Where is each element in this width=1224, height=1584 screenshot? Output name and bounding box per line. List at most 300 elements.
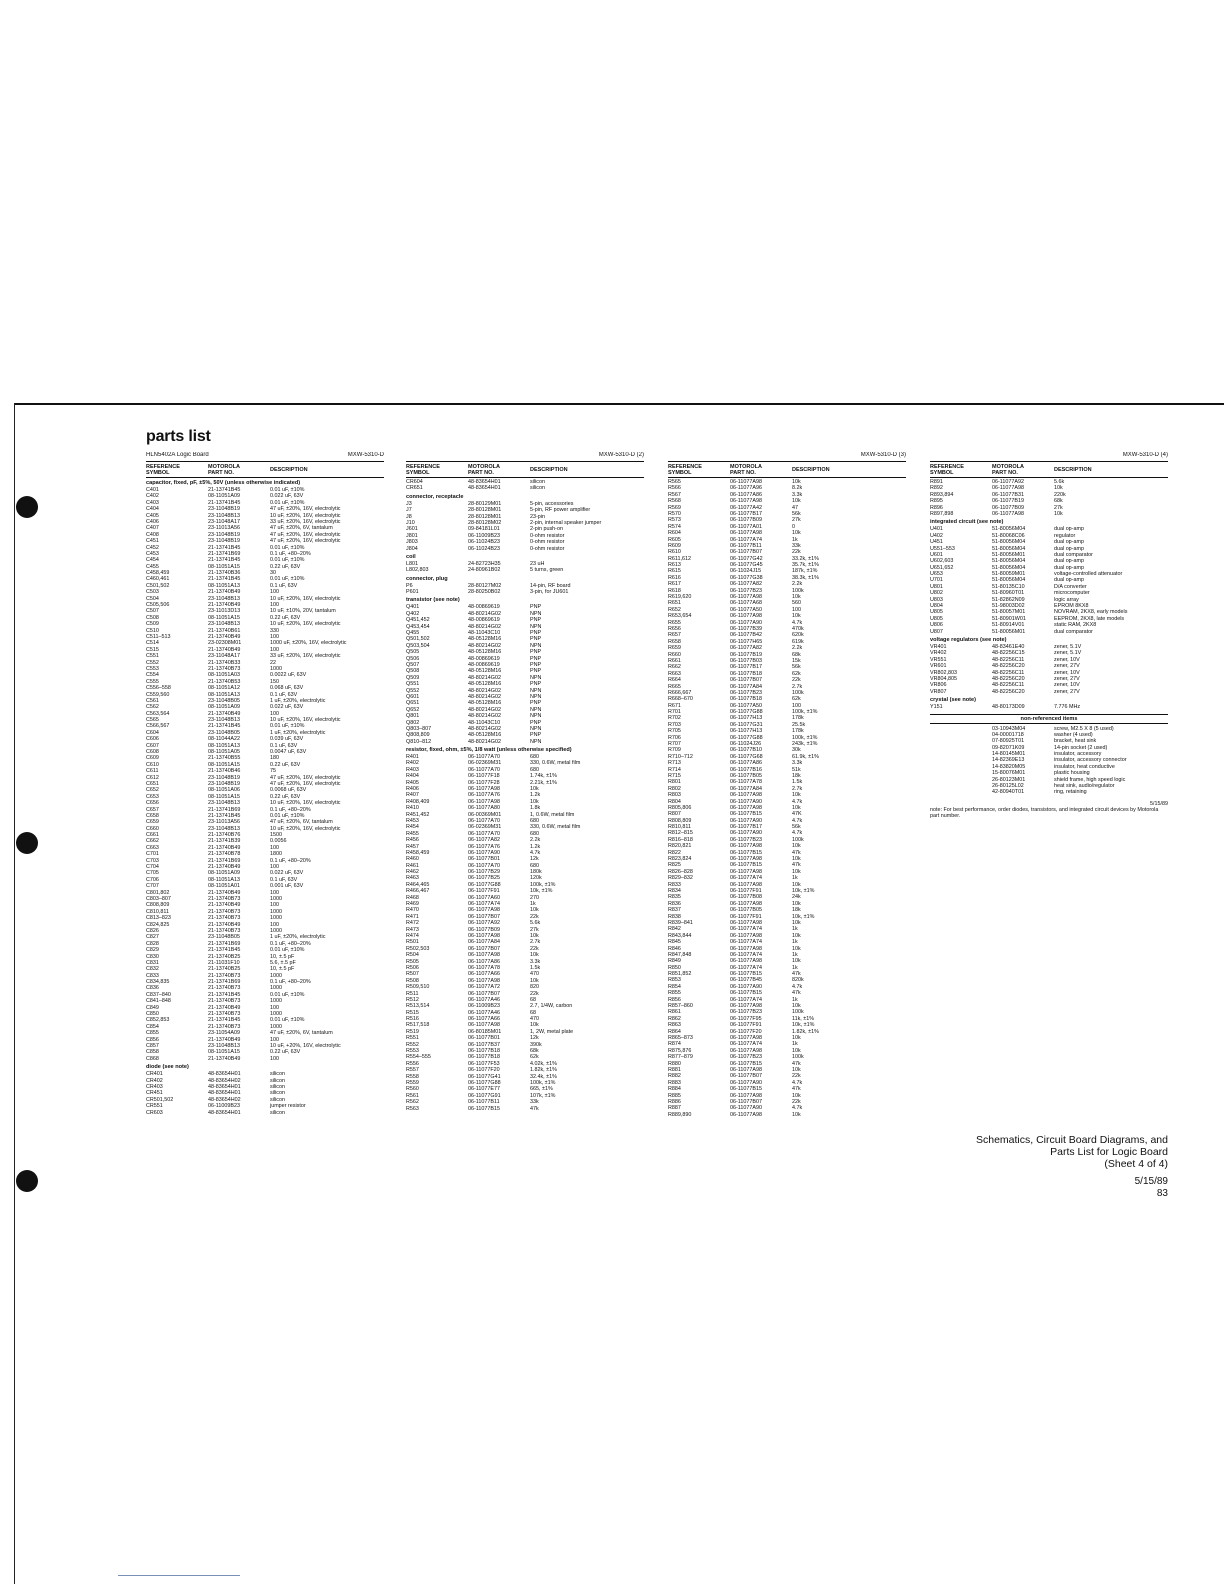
part-description: 4.7k [530,849,541,856]
part-number: 48-83654H02 [208,1077,241,1084]
part-number: 23-11048B19 [208,780,240,787]
ref-symbol: C810,811 [146,908,169,915]
part-description: 0.1 uF, 63V [270,742,298,749]
part-description: 100k [792,587,804,594]
part-number: 06-11077A98 [730,868,762,875]
board-name: HLN5402A Logic Board [146,452,209,458]
part-number: 06-11077B11 [468,1099,500,1106]
section-title: voltage regulators (see note) [930,636,1007,643]
part-number: 48-83654H01 [208,1090,241,1097]
ref-symbol: C829 [146,947,159,954]
part-number: 06-11077A98 [730,900,762,907]
ref-symbol: R407 [406,792,419,799]
part-number: 06-11077A98 [730,1111,762,1118]
part-description: 0-ohm resistor [530,532,565,539]
part-description: 1.82k, ±1% [792,1028,819,1035]
part-description: 1 uF, ±20%, electrolytic [270,729,326,736]
ref-symbol: R502,503 [406,945,430,952]
ref-symbol: R895 [930,498,943,505]
part-description: 11k, ±1% [792,1015,815,1022]
part-number: 28-80128M02 [468,519,502,526]
ref-symbol: R886 [668,1098,681,1105]
ref-symbol: J7 [406,507,412,514]
part-number: 06-11077B15 [730,862,762,869]
ref-symbol: R508 [406,977,419,984]
part-number: 06-11077B17 [730,824,762,831]
part-description: D/A converter [1054,583,1087,590]
part-number: 06-11077A98 [730,1066,762,1073]
part-number: 08-11051A15 [208,761,240,768]
part-description: 10 uF, ±20%, 16V, electrolytic [270,717,341,724]
parts-row [406,485,644,491]
part-number: 06-11077B23 [730,587,762,594]
part-description: 1000 [270,665,282,672]
parts-row [406,1106,644,1112]
ref-symbol: C609 [146,755,159,762]
part-number: 06-11077A74 [468,901,500,908]
ref-symbol: J10 [406,519,415,526]
ref-symbol: R889,890 [668,1111,692,1118]
part-description: insulator, accessory [1054,751,1102,758]
ref-symbol: VR401 [930,643,947,650]
ref-symbol: U803 [930,596,943,603]
part-number: 08-11051A15 [208,1049,240,1056]
ref-symbol: CR403 [146,1083,163,1090]
ref-symbol: C511–513 [146,633,171,640]
part-number: 51-80068C06 [992,532,1025,539]
part-number: 06-11077G88 [468,1079,501,1086]
ref-symbol: C553 [146,665,159,672]
part-number: 06-80185M01 [468,1028,502,1035]
ref-symbol: R406 [406,786,419,793]
part-number: 08-11051A03 [208,672,240,679]
part-description: 180 [270,755,279,762]
part-description: 680 [530,817,539,824]
part-description: dual op-amp [1054,539,1084,546]
parts-column [406,452,644,1552]
part-number: 23-11054A09 [208,1030,240,1037]
part-number: 06-11077A76 [468,843,500,850]
part-number: 06-11077B07 [468,913,500,920]
part-number: 21-13741B45 [208,544,241,551]
part-description: 100k, ±1% [530,881,556,888]
ref-symbol: R833 [668,881,681,888]
ref-symbol: R801 [668,779,681,786]
part-description: 0.01 uF, ±10% [270,812,305,819]
part-number: 06-11077A98 [730,843,762,850]
column-header [406,452,644,462]
part-description: 27k [530,926,539,933]
part-number: 51-98003D02 [992,603,1025,610]
part-number: 48-83654H01 [208,1083,241,1090]
ref-symbol: R810,811 [668,824,691,831]
part-description: 10k, ±1% [530,888,553,895]
part-description: 330, 0.6W, metal film [530,824,581,831]
part-description: 1.2k [530,843,541,850]
part-number: 24-82723H35 [468,560,501,567]
part-number: 08-11051A13 [208,582,240,589]
ref-symbol: C566,567 [146,723,170,730]
ref-symbol: C606 [146,736,159,743]
ref-symbol: R616 [668,574,681,581]
part-description: 47 uF, ±20%, 16V, electrolytic [270,538,341,545]
ref-symbol: R896 [930,504,943,511]
part-description: 0.01 uF, ±10% [270,991,305,998]
part-number: 06-11077F20 [730,1028,762,1035]
sheet-code: MXW-5310-D [347,452,384,458]
parts-column [668,452,906,1552]
ref-symbol: Q402 [406,610,420,617]
ref-symbol: R839–841 [668,919,693,926]
ref-symbol: CR651 [406,485,423,492]
ref-symbol: C832 [146,966,159,973]
part-number: 06-11077A98 [730,1003,762,1010]
ref-symbol: C824,825 [146,921,170,928]
part-number: 23-11048B13 [208,621,240,628]
part-number: 21-13740B76 [208,832,241,839]
ref-symbol: R829–832 [668,875,693,882]
part-description: PNP [530,630,542,637]
part-description: 14-pin, RF board [530,582,571,589]
ref-symbol: C660 [146,825,159,832]
part-number: 06-11077A98 [730,856,762,863]
part-description: 4.7k [792,798,803,805]
part-number: 08-11051A12 [208,685,240,692]
part-number: 06-11077A42 [730,504,762,511]
part-description: 10k [792,498,801,505]
part-number: 06-11077A90 [730,1105,762,1112]
ref-symbol: R401 [406,754,419,761]
part-description: 1k [530,901,536,908]
part-number: 48-83461E40 [992,643,1025,650]
ref-symbol: R837 [668,907,681,914]
ref-symbol: R558 [406,1073,419,1080]
ref-symbol: R559 [406,1079,419,1086]
part-description: 5.6k [530,920,541,927]
part-number: 21-13741B69 [208,550,241,557]
part-description: 47k [792,1086,801,1093]
part-number: 06-11077A98 [730,1092,762,1099]
ref-symbol: Q505 [406,649,420,656]
part-description: 10k [1054,485,1063,492]
part-number: 06-11077A84 [730,785,762,792]
ref-symbol: C454 [146,557,159,564]
part-number: 26-80123M01 [992,776,1026,783]
part-number: 06-11024B23 [468,539,500,546]
ref-symbol: C559,560 [146,691,170,698]
part-number: 06-11077B15 [730,849,762,856]
part-number: 06-11077A92 [992,479,1024,485]
part-description: 22k [792,1073,801,1080]
ref-symbol: R469 [406,901,419,908]
part-number: 51-80056M01 [992,628,1026,635]
ref-symbol: R661 [668,657,681,664]
part-number: 21-13741B69 [208,979,241,986]
part-number: 06-11077B17 [730,664,762,671]
ref-symbol: C508 [146,614,159,621]
part-number: 06-11077A60 [468,894,500,901]
ref-symbol: C707 [146,883,159,890]
section-title: capacitor, fixed, pF, ±5%, 50V (unless otherwise indicated) [146,480,301,486]
part-description: 100 [270,902,279,909]
part-description: logic array [1054,596,1079,603]
part-number: 21-13740B49 [208,902,241,909]
ref-symbol: C515 [146,646,159,653]
part-number: 21-13741B69 [208,857,241,864]
part-description: 22k [792,677,801,684]
part-description: PNP [530,649,542,656]
part-number: 04-00001718 [992,731,1024,738]
part-number: 48-05128M16 [468,700,502,707]
ref-symbol: R663 [668,670,681,677]
ref-symbol: U802 [930,590,943,597]
part-description: 68k [1054,498,1063,505]
part-number: 08-11051A13 [208,691,240,698]
part-description: 0.01 uF, ±10% [270,544,305,551]
sheet-caption [940,1134,1168,1170]
ref-symbol: R713 [668,760,681,767]
ref-symbol: R880 [668,1060,681,1067]
part-number: 06-11077B31 [992,491,1024,498]
part-number: 06-11077B07 [730,1073,762,1080]
part-description: NPN [530,674,542,681]
part-description: 10k [792,856,801,863]
part-number: 48-80214G02 [468,642,501,649]
ref-symbol: R702 [668,715,681,722]
ref-symbol: R834 [668,888,681,894]
part-description: 22 [270,659,276,666]
part-description: 0.1 uF, +80–20% [270,806,311,813]
part-description: 7.776 MHz [1054,704,1081,711]
part-number: 48-80173D09 [992,704,1025,711]
part-description: 0.01 uF, ±10% [270,487,305,493]
part-number: 06-11077G91 [468,1092,501,1099]
part-description: 100 [270,633,279,640]
ref-symbol: R457 [406,843,419,850]
part-number: 06-11077B23 [730,836,762,843]
ref-symbol: C858 [146,1049,159,1056]
ref-symbol: C554 [146,672,159,679]
part-number: 06-11077G88 [730,709,763,716]
ref-symbol: R461 [406,862,419,869]
part-number: 23-11048B13 [208,512,240,519]
part-number: 51-80056M04 [992,526,1026,533]
part-description: 10k [530,952,539,959]
part-number: 23-11048B13 [208,1042,240,1049]
ref-symbol: R556 [406,1060,419,1067]
part-description: PNP [530,655,542,662]
part-description: 3.3k [792,491,803,498]
ref-symbol: R838 [668,913,681,920]
part-number: 21-13740B49 [208,1055,241,1062]
part-number: 48-00869619 [468,655,500,662]
ref-symbol: U401 [930,526,943,533]
ref-symbol: C852,853 [146,1017,170,1024]
parts-row [406,546,644,552]
part-description: NPN [530,693,542,700]
part-number: 06-11077B11 [730,542,762,549]
part-number: 06-11077B15 [730,971,762,978]
part-description: zener, 5.1V [1054,643,1082,650]
ref-symbol: R565 [668,479,681,485]
ref-symbol: R710–712 [668,753,693,760]
part-description: 10k [792,1003,801,1010]
part-description: 33.2k, ±1% [792,555,819,562]
part-number: 48-80214G02 [468,687,501,694]
ref-symbol: C833 [146,972,159,979]
part-number: 21-13741B45 [208,947,241,954]
part-number: 06-11077B18 [730,670,762,677]
part-number: 06-11077A66 [468,971,500,978]
table-header [146,462,384,478]
part-number: 28-80127M02 [468,582,502,589]
ref-symbol: C505,506 [146,602,170,609]
part-number: 06-11077A74 [730,875,762,882]
header-part-no: MOTOROLA PART NO. [468,464,500,476]
ref-symbol: R451,452 [406,811,430,818]
part-description: 47 uF, ±20%, 16V, electrolytic [270,780,341,787]
part-number: 06-11077B07 [730,549,762,556]
part-description: 68 [530,996,536,1003]
part-description: 4.7k [792,817,803,824]
part-description: 4.7k [792,1105,803,1112]
part-description: 0.22 uF, 63V [270,761,301,768]
ref-symbol: VR402 [930,650,947,657]
part-description: 47 uF, ±20%, 16V, electrolytic [270,506,341,513]
part-number: 21-13741B45 [208,576,241,583]
ref-symbol: Q503,504 [406,642,430,649]
part-description: 820k [792,977,804,984]
part-description: 390k [530,1041,542,1048]
header-description: DESCRIPTION [270,467,308,473]
part-description: 4.7k [792,619,803,626]
part-number: 06-11009B23 [468,532,500,539]
ref-symbol: C856 [146,1036,159,1043]
ref-symbol: CR604 [406,479,423,485]
part-number: 23-11048B19 [208,531,240,538]
part-number: 06-11077A78 [468,964,500,971]
ref-symbol: L801 [406,560,418,567]
part-description: 0-ohm resistor [530,539,565,546]
ref-symbol: C563,564 [146,710,170,717]
part-number: 21-13740B73 [208,665,241,672]
ref-symbol: J3 [406,500,412,507]
part-description: NOVRAM, 2KX8, early models [1054,609,1128,616]
non-referenced-title: non-referenced items [930,714,1168,724]
part-number: 06-11077B18 [468,1054,500,1061]
ref-symbol: C653 [146,793,159,800]
part-number: 51-80056M04 [992,539,1026,546]
part-number: 24-80961B02 [468,567,501,574]
part-number: 06-11077F91 [730,913,762,920]
ref-symbol: C658 [146,812,159,819]
ref-symbol: P6 [406,582,413,589]
ref-symbol: C552 [146,659,159,666]
part-number: 26-80125L02 [992,783,1024,790]
part-number: 48-82256C20 [992,663,1025,670]
part-number: 06-11077A70 [468,754,500,761]
part-number: 06-11077A82 [468,837,500,844]
part-description: 107k, ±1% [530,1092,556,1099]
part-number: 06-11077B05 [730,907,762,914]
ref-symbol: R505 [406,958,419,965]
part-description: 1.82k, ±1% [530,1067,557,1074]
part-description: 47k [792,1060,801,1067]
part-description: 32.4k, ±1% [530,1073,557,1080]
part-number: 48-05128M16 [468,636,502,643]
part-description: 1.5k [530,964,541,971]
ref-symbol: R805,806 [668,804,692,811]
ref-symbol: C405 [146,512,159,519]
part-number: 06-11077A98 [730,479,762,485]
ref-symbol: R458,459 [406,849,430,856]
part-description: 10k [792,1034,801,1041]
part-description: 10k [792,868,801,875]
ref-symbol: R512 [406,996,419,1003]
part-number: 06-11077A90 [468,849,500,856]
part-description: 51k [792,766,801,773]
part-number: 06-11077A98 [730,804,762,811]
part-number: 06-11077A68 [730,600,762,607]
ref-symbol: U805 [930,609,943,616]
part-number: 06-11077A98 [730,919,762,926]
part-description: 15k [792,657,801,664]
part-description: 22k [530,990,539,997]
part-number: 48-05128M16 [468,668,502,675]
part-number: 06-11077B07 [468,945,500,952]
part-number: 03-10943M04 [992,725,1026,732]
part-number: 06-11077A50 [730,606,762,613]
part-description: 0.001 uF, 63V [270,883,304,890]
section-title: transistor (see note) [406,597,460,604]
part-number: 09-82071K09 [992,744,1025,751]
part-description: 0.1 uF, +80–20% [270,979,311,986]
part-description: 100k, ±1% [792,709,818,716]
part-description: 62k [792,696,801,703]
part-description: 100k [792,1009,804,1016]
ref-symbol: U653 [930,571,943,578]
part-description: dual comparator [1054,628,1093,635]
ref-symbol: R709 [668,747,681,754]
ref-symbol: C831 [146,959,159,966]
part-description: 10k, ±1% [792,1022,815,1029]
ref-symbol: R464,465 [406,881,430,888]
sheet-code: MXW-5310-D (3) [860,452,906,458]
part-description: 10k [792,792,801,799]
ref-symbol: Q810–812 [406,738,432,745]
ref-symbol: R853 [668,977,681,984]
ref-symbol: R865–873 [668,1034,693,1041]
ref-symbol: R854 [668,983,681,990]
ref-symbol: Q552 [406,687,420,694]
part-number: 06-11077A46 [468,996,500,1003]
part-description: 47k [530,1105,539,1112]
ref-symbol: C562 [146,704,159,711]
part-description: voltage-controlled attenuator [1054,571,1123,578]
part-number: 06-11077A98 [730,881,762,888]
ref-symbol: C610 [146,761,159,768]
part-number: 21-13741B45 [208,1017,241,1024]
part-description: 0.1 uF, +80–20% [270,857,311,864]
part-description: 680 [530,766,539,773]
part-number: 06-11024B23 [468,545,500,552]
ref-symbol: C504 [146,595,159,602]
part-description: 35.7k, ±1% [792,562,819,569]
ref-symbol: R655 [668,619,681,626]
part-description: 2.2k [530,837,541,844]
ref-symbol: U651,652 [930,564,954,571]
part-description: 10k [792,843,801,850]
